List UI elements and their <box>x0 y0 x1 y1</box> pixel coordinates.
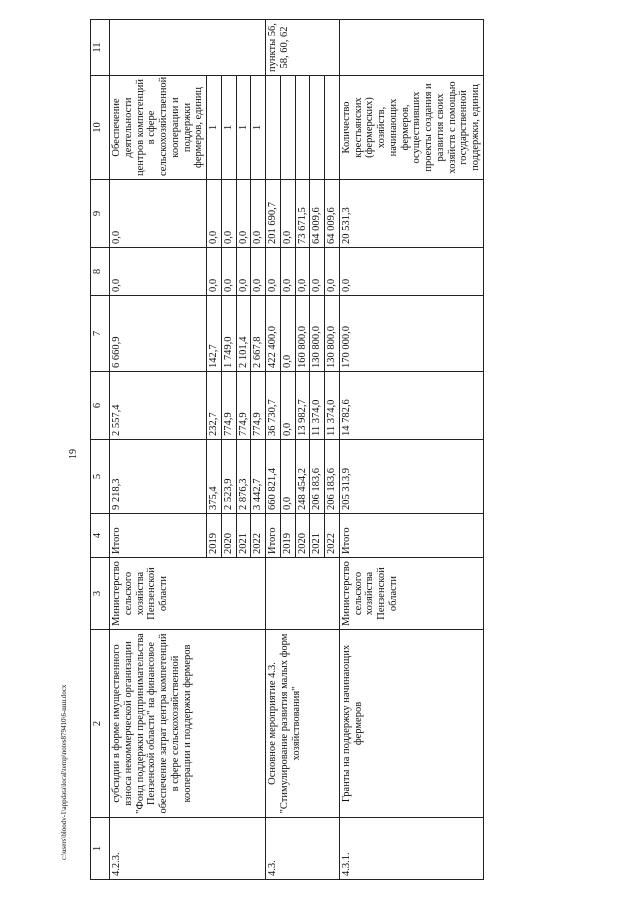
value-offbudget: 64 009,6 <box>325 180 340 248</box>
value-local: 0,0 <box>325 248 340 296</box>
value-total: 2 876,3 <box>236 440 251 514</box>
indicator-value <box>280 76 295 180</box>
value-federal: 130 800,0 <box>310 296 325 372</box>
col-header: 3 <box>91 558 110 630</box>
value-regional: 11 374,0 <box>325 372 340 440</box>
measure-name: Гранты на поддержку начинающих фермеров <box>339 630 483 818</box>
value-regional: 232,7 <box>207 372 222 440</box>
value-federal: 6 660,9 <box>110 296 207 372</box>
value-federal: 422 400,0 <box>266 296 281 372</box>
value-local: 0,0 <box>207 248 222 296</box>
executor <box>266 558 340 630</box>
value-regional: 0,0 <box>280 372 295 440</box>
executor: Министерство сельского хозяйства Пензенской области <box>339 558 483 630</box>
value-total: 9 218,3 <box>110 440 207 514</box>
value-total: 660 821,4 <box>266 440 281 514</box>
value-offbudget: 0,0 <box>221 180 236 248</box>
indicator-value <box>266 76 281 180</box>
table-body <box>110 20 484 880</box>
period-cell: 2021 <box>236 514 251 558</box>
indicator-value: 1 <box>207 76 222 180</box>
col-header: 1 <box>91 818 110 880</box>
indicator-name: Обеспечение деятельности центров компетенций в сфере сельскохозяйственной кооперации и поддержки фермеров, единиц <box>110 76 207 180</box>
value-federal: 0,0 <box>280 296 295 372</box>
value-federal: 142,7 <box>207 296 222 372</box>
indicator-value <box>325 76 340 180</box>
row-number: 4.3.1. <box>339 818 483 880</box>
indicator-value <box>310 76 325 180</box>
note-cell <box>110 20 266 76</box>
period-cell: 2022 <box>325 514 340 558</box>
value-regional: 774,9 <box>236 372 251 440</box>
value-total: 248 454,2 <box>295 440 310 514</box>
executor: Министерство сельского хозяйства Пензенской области <box>110 558 266 630</box>
rotated-table-container <box>90 20 610 880</box>
indicator-value: 1 <box>236 76 251 180</box>
value-total: 2 523,9 <box>221 440 236 514</box>
value-federal: 130 800,0 <box>325 296 340 372</box>
period-cell: 2019 <box>207 514 222 558</box>
table-row <box>110 20 207 880</box>
value-offbudget: 0,0 <box>280 180 295 248</box>
value-offbudget: 0,0 <box>251 180 266 248</box>
value-offbudget: 64 009,6 <box>310 180 325 248</box>
indicator-value: 1 <box>251 76 266 180</box>
table-row <box>339 20 483 880</box>
col-header: 11 <box>91 20 110 76</box>
value-federal: 2 101,4 <box>236 296 251 372</box>
value-regional: 36 730,7 <box>266 372 281 440</box>
value-regional: 774,9 <box>251 372 266 440</box>
value-total: 0,0 <box>280 440 295 514</box>
value-regional: 13 982,7 <box>295 372 310 440</box>
value-local: 0,0 <box>295 248 310 296</box>
value-offbudget: 0,0 <box>110 180 207 248</box>
value-local: 0,0 <box>236 248 251 296</box>
note-cell <box>339 20 483 76</box>
measure-name: субсидии в форме имущественного взноса некоммерческой организации "Фонд поддержки предпринимательства Пензенской области" на финансовое обеспечение затрат центра компетенций в сфере сельскохозяйственной кооперации и поддержки фермеров <box>110 630 266 818</box>
period-cell: Итого <box>266 514 281 558</box>
value-regional: 14 782,6 <box>339 372 483 440</box>
period-cell: 2019 <box>280 514 295 558</box>
col-header: 8 <box>91 248 110 296</box>
value-total: 206 183,6 <box>325 440 340 514</box>
col-header: 2 <box>91 630 110 818</box>
table-row <box>266 20 281 880</box>
period-cell: 2021 <box>310 514 325 558</box>
value-federal: 2 667,8 <box>251 296 266 372</box>
note-cell: пункты 56, 58, 60, 62 <box>266 20 340 76</box>
value-total: 375,4 <box>207 440 222 514</box>
period-cell: 2020 <box>295 514 310 558</box>
value-offbudget: 73 671,5 <box>295 180 310 248</box>
value-local: 0,0 <box>339 248 483 296</box>
period-cell: 2022 <box>251 514 266 558</box>
col-header: 10 <box>91 76 110 180</box>
col-header: 7 <box>91 296 110 372</box>
header-row <box>91 20 110 880</box>
value-local: 0,0 <box>221 248 236 296</box>
value-local: 0,0 <box>310 248 325 296</box>
page-number: 19 <box>68 449 79 459</box>
period-cell: Итого <box>110 514 207 558</box>
col-header: 5 <box>91 440 110 514</box>
row-number: 4.3. <box>266 818 340 880</box>
value-offbudget: 20 531,3 <box>339 180 483 248</box>
value-total: 206 183,6 <box>310 440 325 514</box>
value-regional: 2 557,4 <box>110 372 207 440</box>
value-total: 3 442,7 <box>251 440 266 514</box>
measure-name: Основное мероприятие 4.3. "Стимулирование развития малых форм хозяйствования" <box>266 630 340 818</box>
indicator-value <box>295 76 310 180</box>
value-federal: 170 000,0 <box>339 296 483 372</box>
value-local: 0,0 <box>266 248 281 296</box>
value-regional: 11 374,0 <box>310 372 325 440</box>
program-table <box>90 19 484 880</box>
footer-file-path: c:\users\bloodv-1\appdata\local\temp\notes879410\6-шш.docx <box>60 684 68 860</box>
indicator-value: 1 <box>221 76 236 180</box>
value-offbudget: 201 690,7 <box>266 180 281 248</box>
col-header: 9 <box>91 180 110 248</box>
value-federal: 160 800,0 <box>295 296 310 372</box>
value-local: 0,0 <box>110 248 207 296</box>
value-local: 0,0 <box>280 248 295 296</box>
period-cell: Итого <box>339 514 483 558</box>
value-federal: 1 749,0 <box>221 296 236 372</box>
value-total: 205 313,9 <box>339 440 483 514</box>
row-number: 4.2.3. <box>110 818 266 880</box>
col-header: 4 <box>91 514 110 558</box>
indicator-name: Количество крестьянских (фермерских) хозяйств, начинающих фермеров, осуществивших проекты создания и развития своих хозяйств с помощью государственной поддержки, единиц <box>339 76 483 180</box>
value-offbudget: 0,0 <box>207 180 222 248</box>
value-local: 0,0 <box>251 248 266 296</box>
value-regional: 774,9 <box>221 372 236 440</box>
col-header: 6 <box>91 372 110 440</box>
value-offbudget: 0,0 <box>236 180 251 248</box>
period-cell: 2020 <box>221 514 236 558</box>
